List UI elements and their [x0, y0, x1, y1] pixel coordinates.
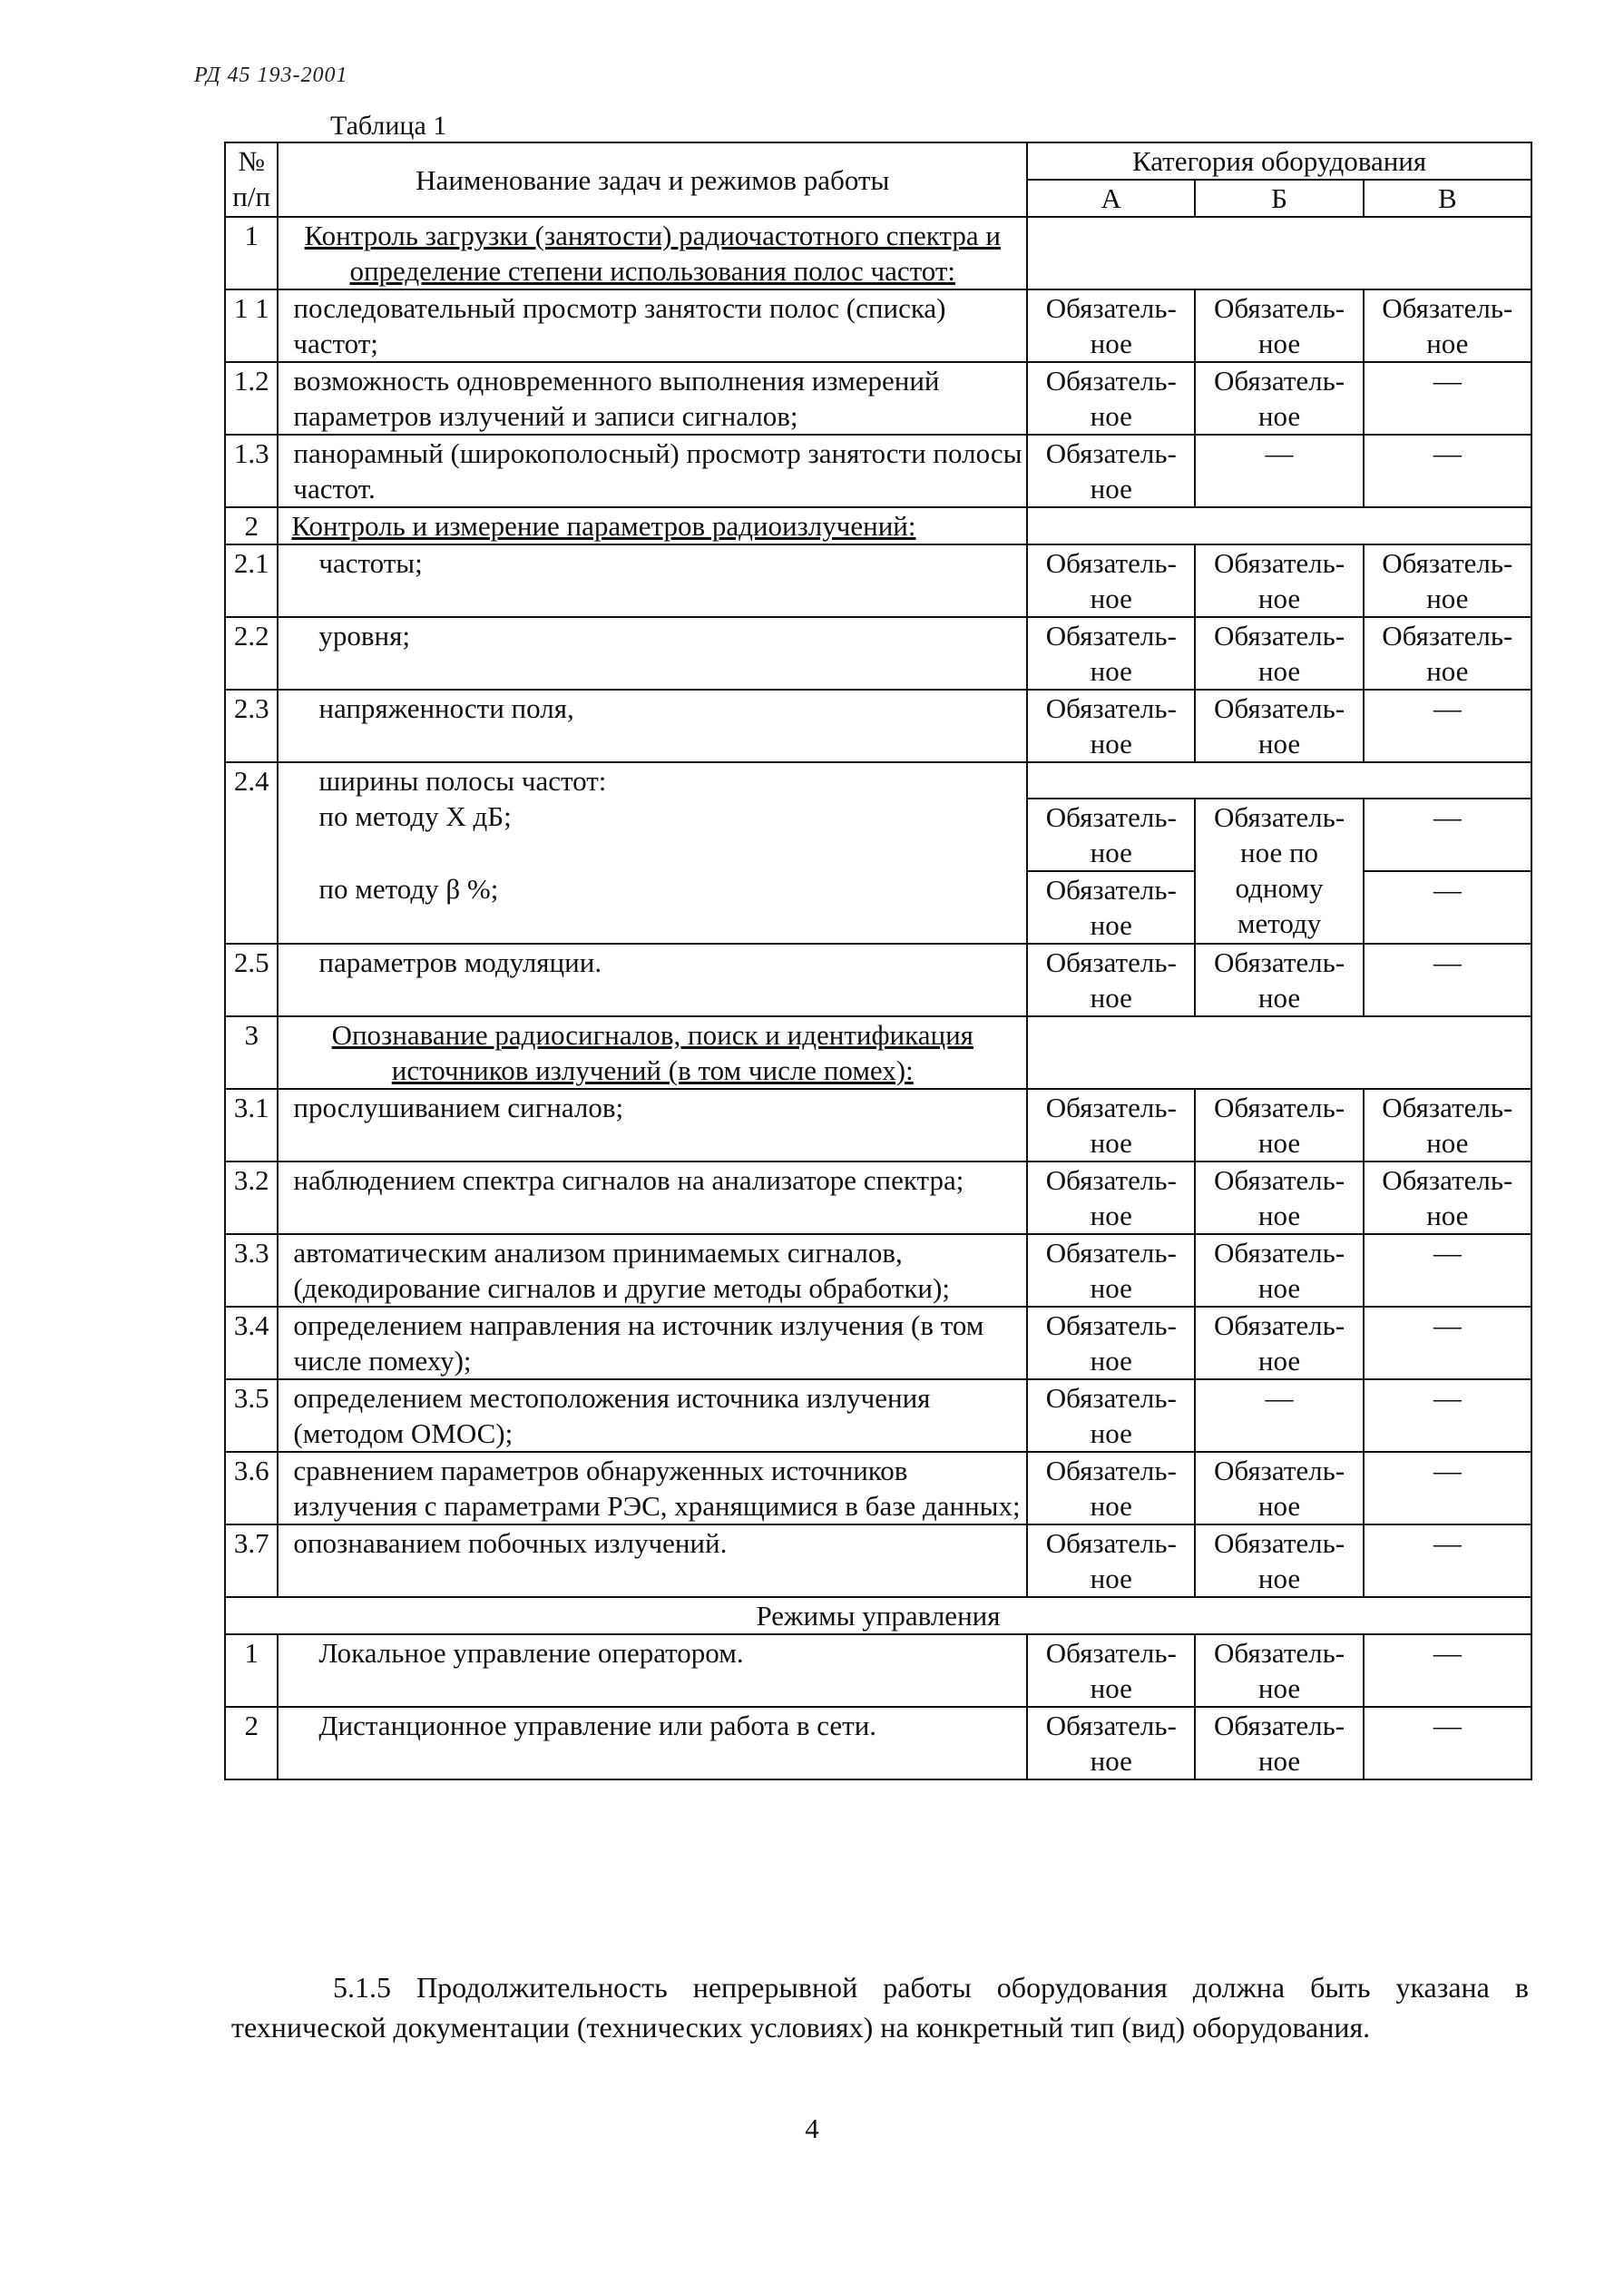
- row-text: по методу X дБ;: [278, 799, 1027, 871]
- cell-a: Обязатель-ное: [1027, 289, 1195, 362]
- table-row: [225, 435, 1531, 507]
- row-text: Локальное управление оператором.: [278, 1634, 1027, 1707]
- section-title: Контроль и измерение параметров радиоизлучений:: [278, 507, 1027, 544]
- row-num: 3: [225, 1016, 278, 1089]
- cell-a: Обязатель-ное: [1027, 544, 1195, 617]
- row-text: последовательный просмотр занятости полос (списка) частот;: [278, 289, 1027, 362]
- cell-a: Обязатель-ное: [1027, 435, 1195, 507]
- empty-category-cell: [1027, 1016, 1531, 1089]
- row-text: по методу β %;: [278, 871, 1027, 944]
- row-num: 1 1: [225, 289, 278, 362]
- row-num: 3.4: [225, 1307, 278, 1379]
- row-text: уровня;: [278, 617, 1027, 690]
- row-num: 1.3: [225, 435, 278, 507]
- cell-c: Обязатель-ное: [1364, 1162, 1531, 1234]
- table-caption: Таблица 1: [330, 111, 447, 141]
- row-num: 3.6: [225, 1452, 278, 1524]
- cell-b: Обязатель-ное: [1195, 1162, 1363, 1234]
- cell-c: —: [1364, 1452, 1531, 1524]
- cell-a: Обязатель-ное: [1027, 1452, 1195, 1524]
- col-num-header: № п/п: [225, 142, 278, 217]
- row-num: 3.5: [225, 1379, 278, 1452]
- row-num: 1: [225, 1634, 278, 1707]
- table-row: [225, 762, 1531, 799]
- row-num: 2.4: [225, 762, 278, 799]
- category-header: Категория оборудования: [1027, 142, 1531, 180]
- row-num: 3.7: [225, 1524, 278, 1597]
- table-row: [225, 1089, 1531, 1162]
- row-text: определением направления на источник излучения (в том числе помеху);: [278, 1307, 1027, 1379]
- row-text: наблюдением спектра сигналов на анализаторе спектра;: [278, 1162, 1027, 1234]
- table-row: [225, 944, 1531, 1016]
- row-text: параметров модуляции.: [278, 944, 1027, 1016]
- empty-category-cell: [1027, 762, 1531, 799]
- row-text: частоты;: [278, 544, 1027, 617]
- document-header: РД 45 193-2001: [194, 64, 348, 87]
- category-c: В: [1364, 180, 1531, 217]
- row-text: ширины полосы частот:: [278, 762, 1027, 799]
- cell-b: Обязатель-ное: [1195, 690, 1363, 762]
- row-num: 1.2: [225, 362, 278, 435]
- cell-a: Обязатель-ное: [1027, 1707, 1195, 1779]
- row-num: 2.3: [225, 690, 278, 762]
- cell-c: —: [1364, 1524, 1531, 1597]
- section-1-row: [225, 217, 1531, 289]
- cell-c: —: [1364, 1379, 1531, 1452]
- row-text: возможность одновременного выполнения измерений параметров излучений и записи сигналов;: [278, 362, 1027, 435]
- section-2-row: [225, 507, 1531, 544]
- row-text: автоматическим анализом принимаемых сигналов, (декодирование сигналов и другие методы обработки);: [278, 1234, 1027, 1307]
- table-row: [225, 1234, 1531, 1307]
- empty-category-cell: [1027, 507, 1531, 544]
- category-a: А: [1027, 180, 1195, 217]
- cell-c: Обязатель-ное: [1364, 617, 1531, 690]
- row-num: 2: [225, 507, 278, 544]
- row-num: 2.2: [225, 617, 278, 690]
- cell-b: Обязатель-ное: [1195, 1524, 1363, 1597]
- page-number: 4: [805, 2112, 819, 2144]
- table-row: [225, 1452, 1531, 1524]
- cell-b: Обязатель-ное: [1195, 1634, 1363, 1707]
- table-row: [225, 289, 1531, 362]
- row-num: [225, 799, 278, 871]
- row-num: 2.1: [225, 544, 278, 617]
- cell-c: —: [1364, 362, 1531, 435]
- modes-title: Режимы управления: [225, 1597, 1531, 1634]
- row-num: [225, 871, 278, 944]
- empty-category-cell: [1027, 217, 1531, 289]
- cell-c: —: [1364, 944, 1531, 1016]
- cell-c: —: [1364, 1234, 1531, 1307]
- cell-c: —: [1364, 690, 1531, 762]
- cell-a: Обязатель-ное: [1027, 871, 1195, 944]
- cell-b: Обязатель-ное: [1195, 1452, 1363, 1524]
- table-row: [225, 1524, 1531, 1597]
- cell-c: Обязатель-ное: [1364, 1089, 1531, 1162]
- cell-b-merged: Обязатель-ное по одному методу: [1195, 799, 1363, 944]
- table-row: [225, 690, 1531, 762]
- row-text: напряженности поля,: [278, 690, 1027, 762]
- table-row: [225, 1707, 1531, 1779]
- cell-c: —: [1364, 1307, 1531, 1379]
- table-row: [225, 1379, 1531, 1452]
- cell-a: Обязатель-ное: [1027, 617, 1195, 690]
- cell-a: Обязатель-ное: [1027, 1234, 1195, 1307]
- cell-b: Обязатель-ное: [1195, 1234, 1363, 1307]
- row-num: 2.5: [225, 944, 278, 1016]
- cell-b: Обязатель-ное: [1195, 1089, 1363, 1162]
- row-num: 3.3: [225, 1234, 278, 1307]
- table-row: [225, 617, 1531, 690]
- section-title: Контроль загрузки (занятости) радиочастотного спектра и определение степени использования полос частот:: [278, 217, 1027, 289]
- cell-c: —: [1364, 871, 1531, 944]
- row-text: Дистанционное управление или работа в сети.: [278, 1707, 1027, 1779]
- cell-c: —: [1364, 1707, 1531, 1779]
- cell-b: Обязатель-ное: [1195, 944, 1363, 1016]
- row-text: панорамный (широкополосный) просмотр занятости полосы частот.: [278, 435, 1027, 507]
- cell-a: Обязатель-ное: [1027, 944, 1195, 1016]
- table-row: [225, 799, 1531, 871]
- cell-a: Обязатель-ное: [1027, 690, 1195, 762]
- cell-a: Обязатель-ное: [1027, 1162, 1195, 1234]
- cell-a: Обязатель-ное: [1027, 362, 1195, 435]
- cell-a: Обязатель-ное: [1027, 799, 1195, 871]
- row-text: прослушиванием сигналов;: [278, 1089, 1027, 1162]
- row-text: опознаванием побочных излучений.: [278, 1524, 1027, 1597]
- cell-b: Обязатель-ное: [1195, 1307, 1363, 1379]
- row-num: 3.1: [225, 1089, 278, 1162]
- row-num: 1: [225, 217, 278, 289]
- row-num: 2: [225, 1707, 278, 1779]
- requirements-table: [224, 142, 1532, 1780]
- table-header-row: [225, 142, 1531, 180]
- col-name-header: Наименование задач и режимов работы: [278, 142, 1027, 217]
- cell-c: Обязатель-ное: [1364, 289, 1531, 362]
- cell-a: Обязатель-ное: [1027, 1379, 1195, 1452]
- cell-c: —: [1364, 1634, 1531, 1707]
- paragraph-5-1-5: 5.1.5 Продолжительность непрерывной работы оборудования должна быть указана в технической документации (технических условиях) на конкретный тип (вид) оборудования.: [231, 1971, 1529, 2044]
- cell-b: Обязатель-ное: [1195, 289, 1363, 362]
- cell-a: Обязатель-ное: [1027, 1307, 1195, 1379]
- cell-b: Обязатель-ное: [1195, 362, 1363, 435]
- table-row: [225, 544, 1531, 617]
- cell-b: Обязатель-ное: [1195, 1707, 1363, 1779]
- table-row: [225, 1634, 1531, 1707]
- cell-c: —: [1364, 435, 1531, 507]
- cell-a: Обязатель-ное: [1027, 1634, 1195, 1707]
- cell-b: Обязатель-ное: [1195, 617, 1363, 690]
- table-row: [225, 1162, 1531, 1234]
- section-title: Опознавание радиосигналов, поиск и идентификация источников излучений (в том числе помех):: [278, 1016, 1027, 1089]
- table-row: [225, 1307, 1531, 1379]
- cell-b: Обязатель-ное: [1195, 544, 1363, 617]
- cell-a: Обязатель-ное: [1027, 1089, 1195, 1162]
- row-num: 3.2: [225, 1162, 278, 1234]
- cell-c: —: [1364, 799, 1531, 871]
- table-row: [225, 362, 1531, 435]
- modes-title-row: [225, 1597, 1531, 1634]
- cell-c: Обязатель-ное: [1364, 544, 1531, 617]
- cell-b: —: [1195, 1379, 1363, 1452]
- category-b: Б: [1195, 180, 1363, 217]
- cell-b: —: [1195, 435, 1363, 507]
- row-text: сравнением параметров обнаруженных источников излучения с параметрами РЭС, хранящимися в базе данных;: [278, 1452, 1027, 1524]
- cell-a: Обязатель-ное: [1027, 1524, 1195, 1597]
- row-text: определением местоположения источника излучения (методом ОМОС);: [278, 1379, 1027, 1452]
- section-3-row: [225, 1016, 1531, 1089]
